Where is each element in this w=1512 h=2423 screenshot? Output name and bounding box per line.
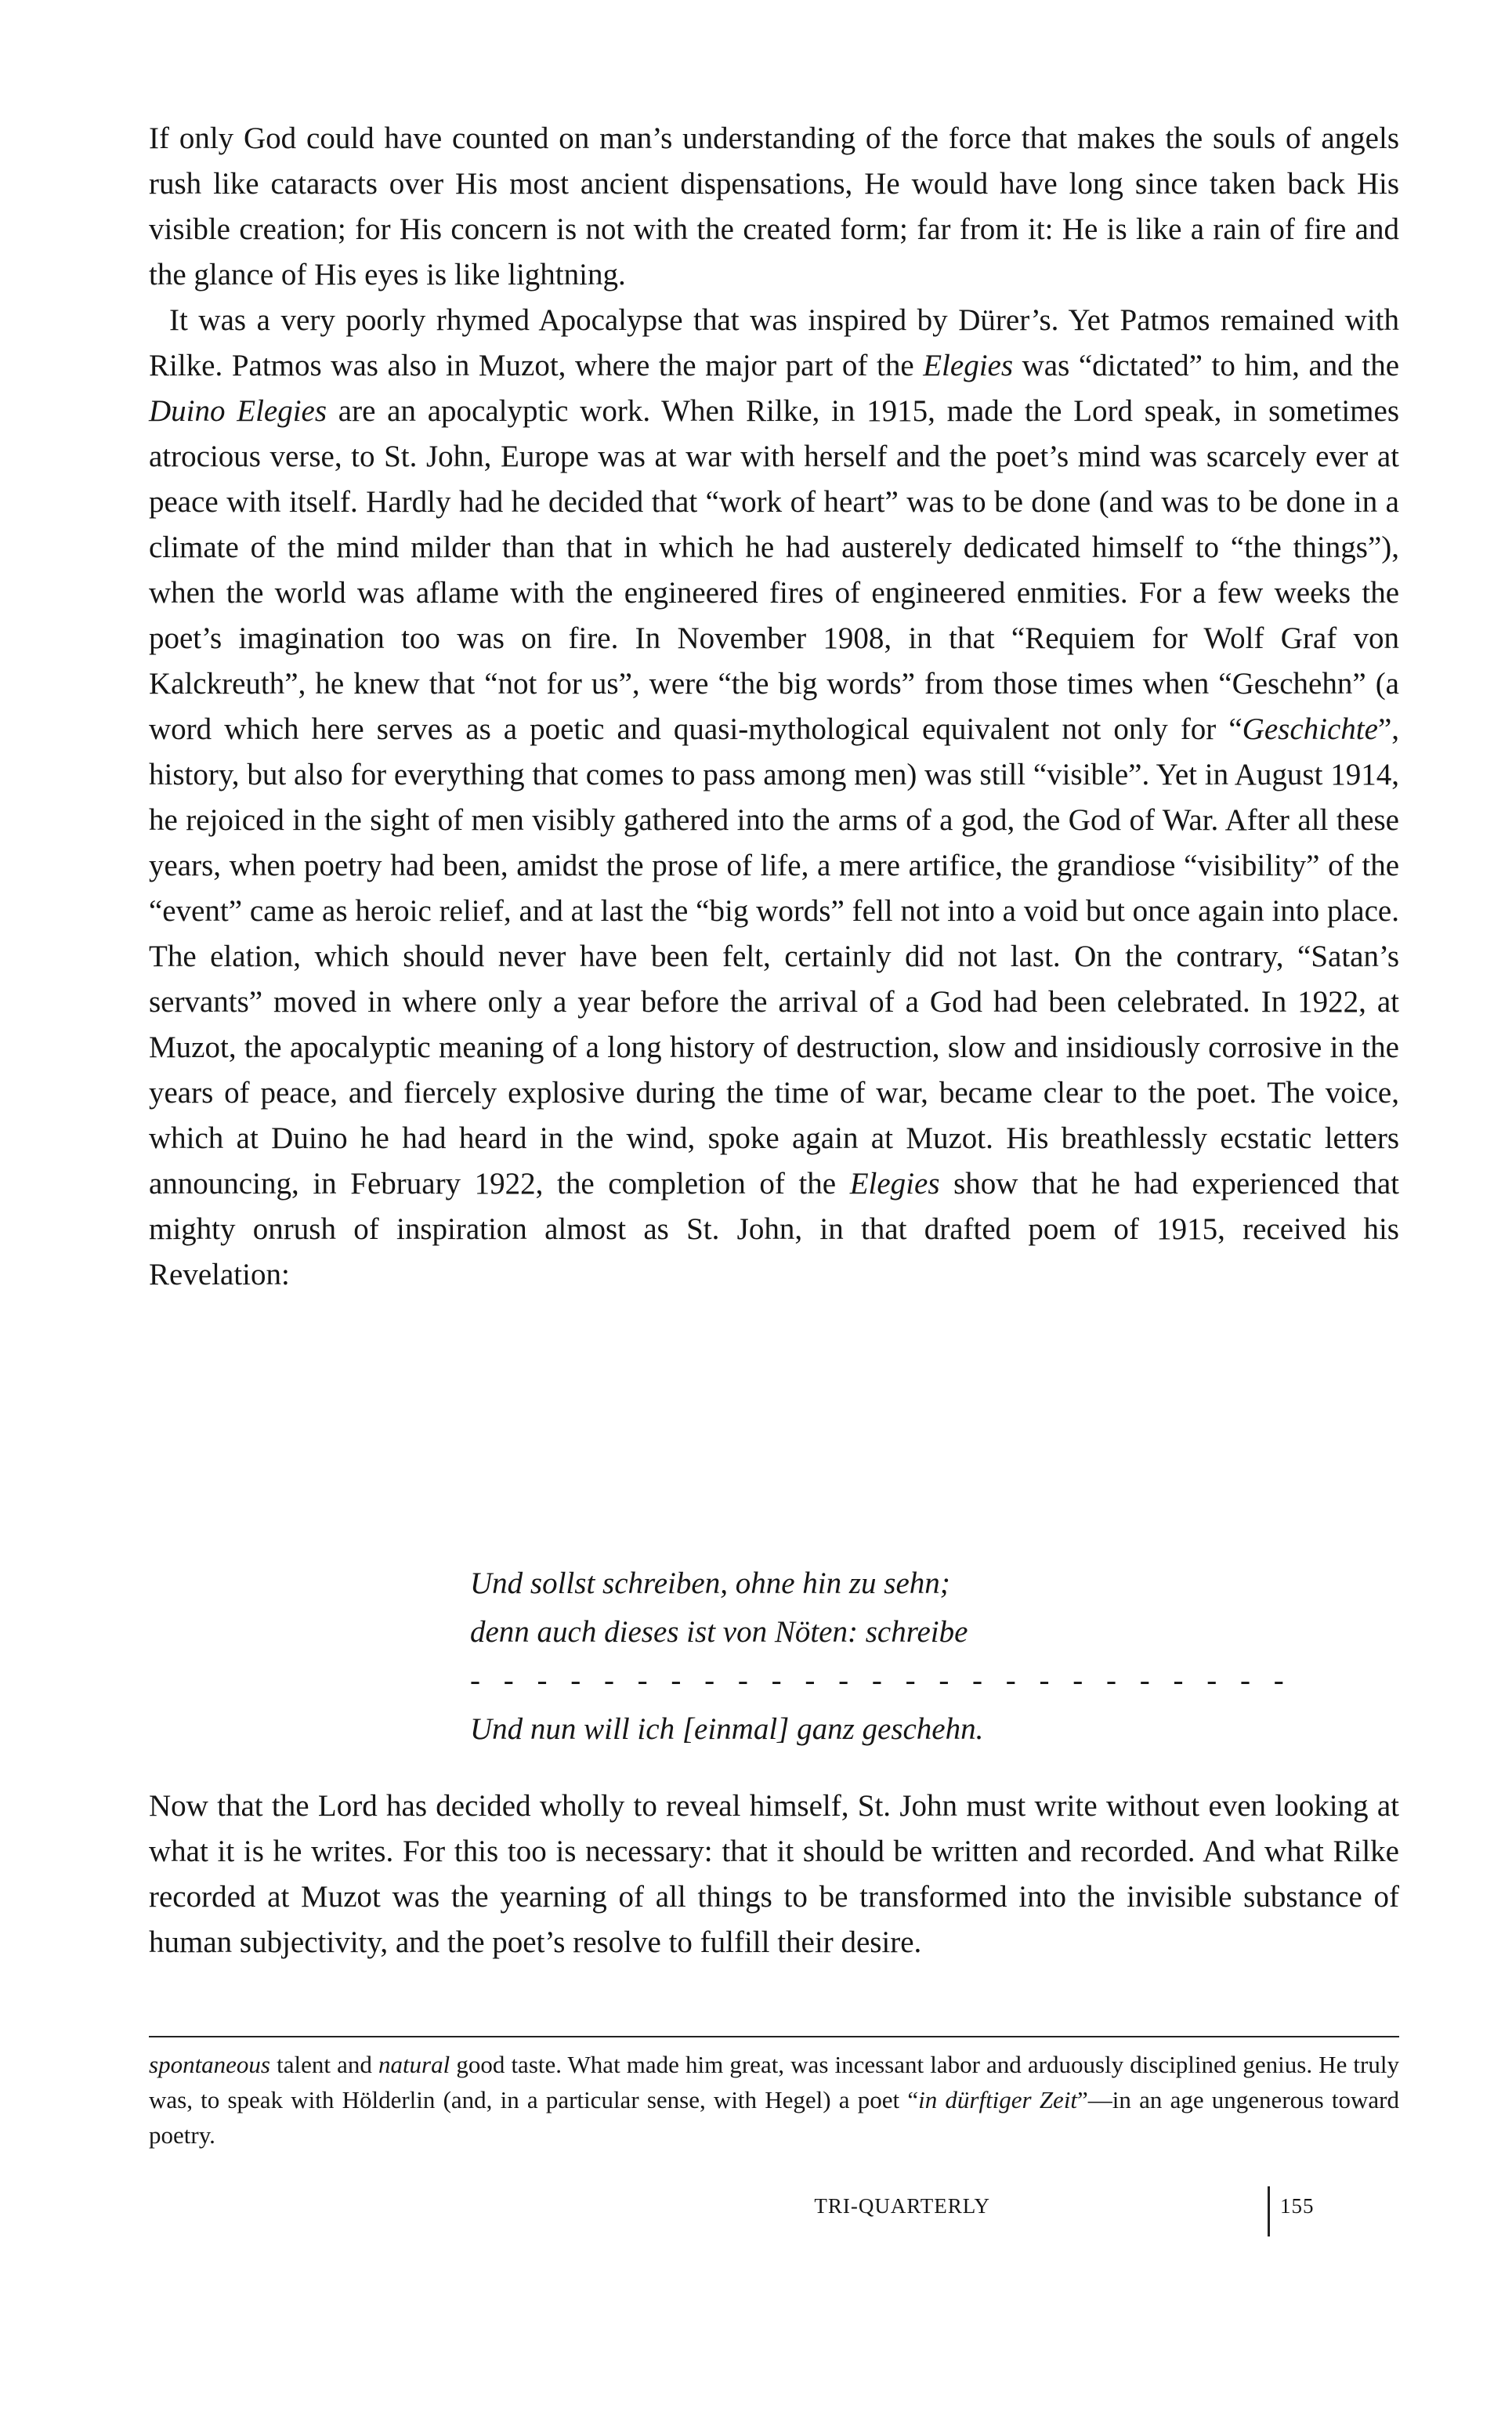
title-elegies-2: Elegies <box>849 1167 940 1201</box>
word-geschichte: Geschichte <box>1242 712 1378 746</box>
paragraph-1: If only God could have counted on man’s understanding of the force that makes the souls of angels rush like cataracts over His most ancient dispensations, He would have long since taken back His visible creation; for His concern is not with the created form; far from it: He is like a rain of fire and the glance of His eyes is like lightning. <box>149 121 1399 292</box>
paragraph-2-text-a: It was a very poorly rhymed Apocalypse that was inspired by Dürer’s. Yet Patmos remained with Rilke. Patmos was also in Muzot, where the major part of the <box>149 303 1399 382</box>
paragraph-2-text-c: are an apocalyptic work. When Rilke, in 1915, made the Lord speak, in sometimes atrocious verse, to St. John, Europe was at war with herself and the poet’s mind was scarcely ever at peace with itself. Hardly had he decided that “work of heart” was to be done (and was to be done in a climate of the mind milder than that in which he had austerely dedicated himself to “the things”), when the world was aflame with the engineered fires of engineered enmities. For a few weeks the poet’s imagination too was on fire. In November 1908, in that “Requiem for Wolf Graf von Kalckreuth”, he knew that “not for us”, were “the big words” from those times when “Geschehn” (a word which here serves as a poetic and quasi-mythological equivalent not only for “ <box>149 394 1399 746</box>
footnote-quote: in dürftiger Zeit <box>918 2086 1078 2113</box>
poem-line-1: Und sollst schreiben, ohne hin zu sehn; <box>470 1566 950 1600</box>
footnote-spontaneous: spontaneous <box>149 2051 270 2078</box>
main-text <box>149 116 1399 1298</box>
footnote-divider <box>149 2036 1399 2037</box>
footnote-text-b: good taste. What made him great, was incessant labor and arduously disciplined genius. He truly was, to speak with Hölderlin (and, in a particular sense, with Hegel) a poet “ <box>149 2051 1399 2113</box>
footnote-text-a: talent and <box>270 2051 378 2078</box>
paragraph-2 <box>149 298 1399 1298</box>
footer-divider <box>1268 2186 1270 2236</box>
poem-quotation <box>470 1559 1292 1754</box>
poem-line-3: Und nun will ich [einmal] ganz geschehn. <box>470 1712 984 1746</box>
title-duino-elegies: Duino Elegies <box>149 394 327 428</box>
journal-name: TRI-QUARTERLY <box>814 2194 990 2218</box>
paragraph-3: Now that the Lord has decided wholly to reveal himself, St. John must write without even looking at what it is he writes. For this too is necessary: that it should be written and recorded. And what Rilke recorded at Muzot was the yearning of all things to be transformed into the invisible substance of human subjectivity, and the poet’s resolve to fulfill their desire. <box>149 1789 1399 1959</box>
footnote-text-c: ”—in an age ungenerous toward poetry. <box>149 2086 1399 2149</box>
title-elegies: Elegies <box>923 349 1014 382</box>
paragraph-2-text-e: show that he had experienced that mighty onrush of inspiration almost as St. John, in that drafted poem of 1915, received his Revelation: <box>149 1167 1399 1291</box>
footnote-natural: natural <box>378 2051 450 2078</box>
poem-omission-dashes: - - - - - - - - - - - - - - - - - - - - - - - - - <box>470 1664 1292 1697</box>
page-number: 155 <box>1280 2194 1315 2218</box>
poem-line-2: denn auch dieses ist von Nöten: schreibe <box>470 1615 968 1649</box>
paragraph-2-text-b: was “dictated” to him, and the <box>1013 349 1399 382</box>
paragraph-2-text-d: ”, history, but also for everything that comes to pass among men) was still “visible”. Yet in August 1914, he rejoiced in the sight of men visibly gathered into the arms of a god, the God of War. After all these years, when poetry had been, amidst the prose of life, a mere artifice, the grandiose “visibility” of the “event” came as heroic relief, and at last the “big words” fell not into a void but once again into place. The elation, which should never have been felt, certainly did not last. On the contrary, “Satan’s servants” moved in where only a year before the arrival of a God had been celebrated. In 1922, at Muzot, the apocalyptic meaning of a long history of destruction, slow and insidiously corrosive in the years of peace, and fiercely explosive during the time of war, became clear to the poet. The voice, which at Duino he had heard in the wind, spoke again at Muzot. His breathlessly ecstatic letters announcing, in February 1922, the completion of the <box>149 712 1399 1201</box>
footnote <box>149 2047 1399 2153</box>
